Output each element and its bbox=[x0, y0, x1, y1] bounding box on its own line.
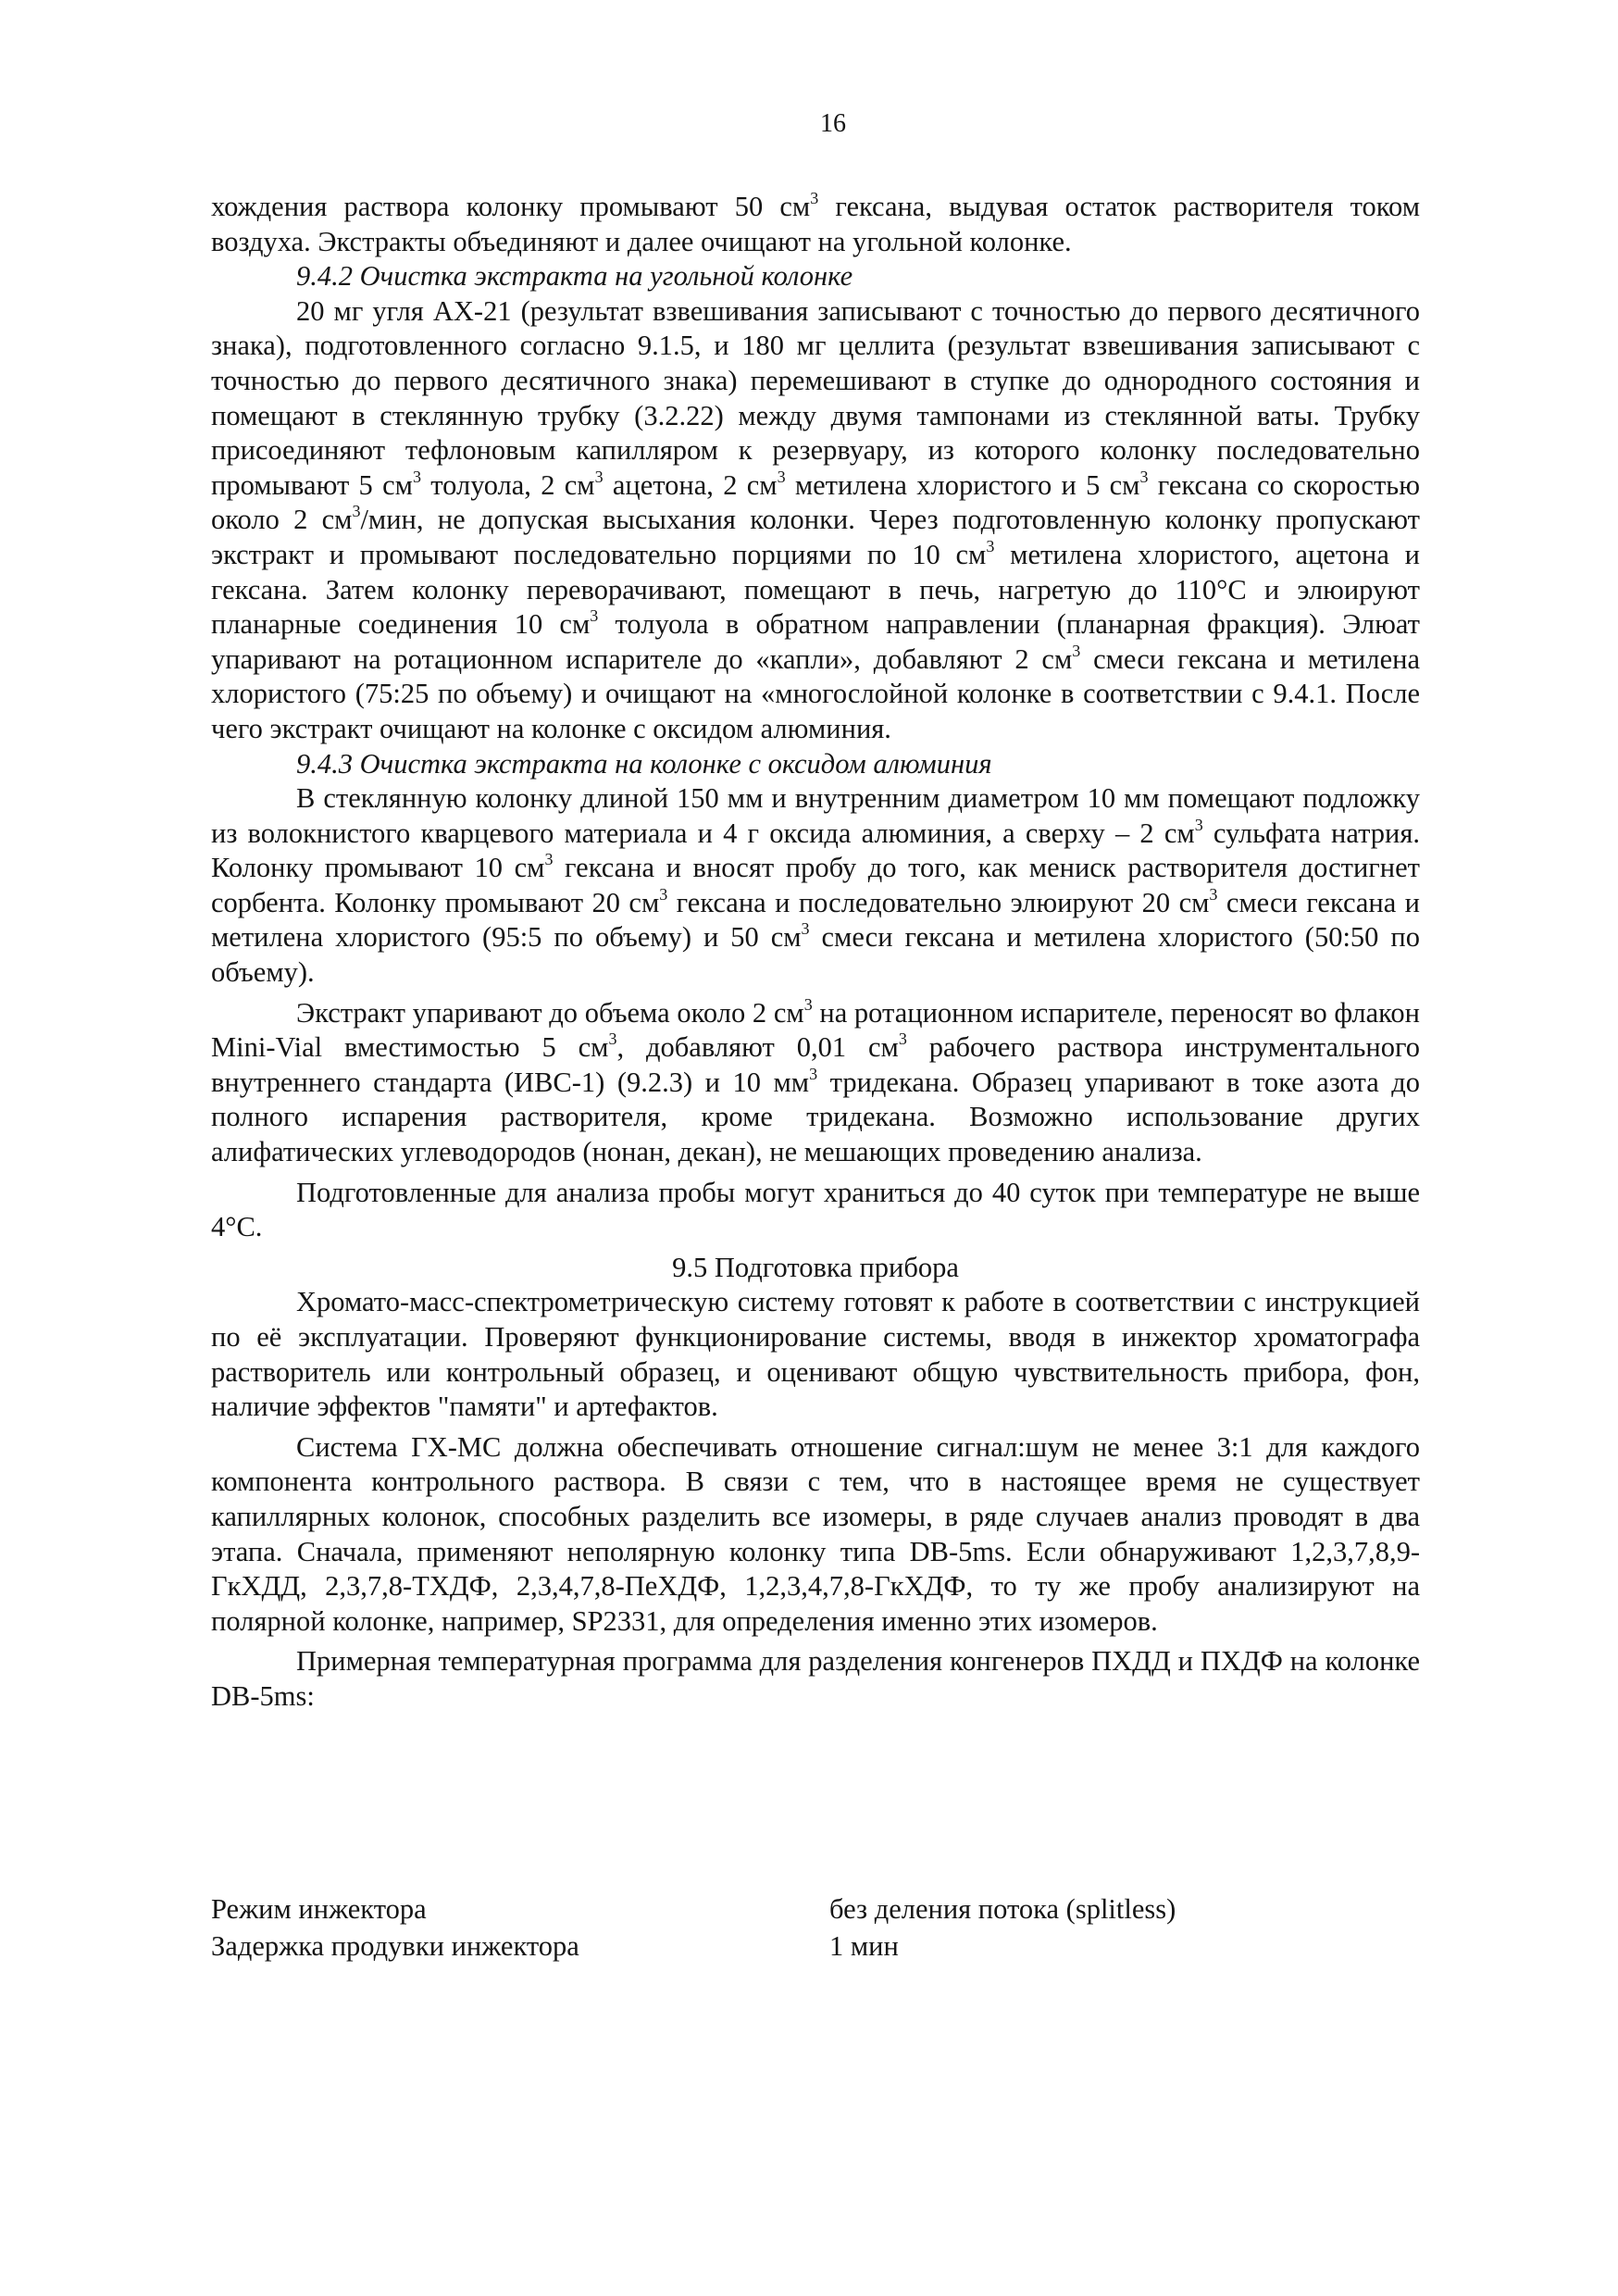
parameter-row bbox=[211, 1929, 1433, 1966]
paragraph: 20 мг угля АХ-21 (результат взвешивания записывают с точностью до первого десятичного знака), подготовленного согласно 9.1.5, и 180 мг целлита (результат взвешивания записывают с точностью до первого десятичного знака) перемешивают в ступке до однородного состояния и помещают в стеклянную трубку (3.2.22) между двумя тампонами из стеклянной ваты. Трубку присоединяют тефлоновым капилляром к резервуару, из которого колонку последовательно промывают 5 $см^3$ толуола, 2 $см^3$ ацетона, 2 $см^3$ метилена хлористого и 5 $см^3$ гексана со скоростью около 2 $см^3$/мин, не допуская высыхания колонки. Через подготовленную колонку пропускают экстракт и промывают последовательно порциями по 10 $см^3$ метилена хлористого, ацетона и гексана. Затем колонку переворачивают, помещают в печь, нагретую до 110°С и элюируют планарные соединения 10 $см^3$ толуола в обратном направлении (планарная фракция). Элюат упаривают на ротационном испарителе до «капли», добавляют 2 $см^3$ смеси гексана и метилена хлористого (75:25 по объему) и очищают на «многослойной колонке в соответствии с 9.4.1. После чего экстракт очищают на колонке с оксидом алюминия. bbox=[211, 294, 1420, 744]
section-heading-9-4-2: 9.4.2 Очистка экстракта на угольной колонке bbox=[296, 260, 853, 293]
paragraph: Примерная температурная программа для разделения конгенеров ПХДД и ПХДФ на колонке DB-5ms: bbox=[211, 1645, 1420, 1712]
document-body bbox=[211, 190, 1420, 1715]
paragraph: В стеклянную колонку длиной 150 мм и внутренним диаметром 10 мм помещают подложку из волокнистого кварцевого материала и 4 г оксида алюминия, а сверху – 2 $см^3$ сульфата натрия. Колонку промывают 10 $см^3$ гексана и вносят пробу до того, как мениск растворителя достигнет сорбента. Колонку промывают 20 $см^3$ гексана и последовательно элюируют 20 $см^3$ смеси гексана и метилена хлористого (95:5 по объему) и 50 $см^3$ смеси гексана и метилена хлористого (50:50 по объему). bbox=[211, 782, 1420, 989]
parameters-list bbox=[211, 1892, 1433, 1966]
paragraph: хождения раствора колонку промывают 50 $см^3$ гексана, выдувая остаток растворителя током воздуха. Экстракты объединяют и далее очищают на угольной колонке. bbox=[211, 189, 1420, 257]
section-heading-9-5: 9.5 Подготовка прибора bbox=[672, 1251, 959, 1283]
paragraph: Экстракт упаривают до объема около 2 $см^3$ на ротационном испарителе, переносят во флакон Mini-Vial вместимостью 5 $см^3$, добавляют 0,01 $см^3$ рабочего раствора инструментального внутреннего стандарта (ИВС-1) (9.2.3) и 10 $мм^3$ тридекана. Образец упаривают в токе азота до полного испарения растворителя, кроме тридекана. Возможно использование других алифатических углеводородов (нонан, декан), не мешающих проведению анализа. bbox=[211, 994, 1421, 1168]
page-number: 16 bbox=[820, 109, 846, 138]
parameter-value: без деления потока (splitless) bbox=[829, 1893, 1176, 1925]
paragraph: Хромато-масс-спектрометрическую систему готовят к работе в соответствии с инструкцией по её эксплуатации. Проверяют функционирование системы, вводя в инжектор хроматографа растворитель или контрольный образец, и оценивают общую чувствительность прибора, фон, наличие эффектов "памяти" и артефактов. bbox=[211, 1286, 1420, 1423]
section-heading-9-4-3: 9.4.3 Очистка экстракта на колонке с оксидом алюминия bbox=[296, 747, 992, 780]
parameter-row bbox=[211, 1892, 1433, 1929]
parameter-value: 1 мин bbox=[829, 1930, 899, 1962]
paragraph: Подготовленные для анализа пробы могут храниться до 40 суток при температуре не выше 4°С. bbox=[211, 1176, 1420, 1243]
parameter-label: Режим инжектора bbox=[211, 1893, 427, 1925]
paragraph: Система ГХ-МС должна обеспечивать отношение сигнал:шум не менее 3:1 для каждого компонента контрольного раствора. В связи с тем, что в настоящее время не существует капиллярных колонок, способных разделить все изомеры, в ряде случаев анализ проводят в два этапа. Сначала, применяют неполярную колонку типа DB-5ms. Если обнаруживают 1,2,3,7,8,9-ГкХДД, 2,3,7,8-ТХДФ, 2,3,4,7,8-ПеХДФ, 1,2,3,4,7,8-ГкХДФ, то ту же пробу анализируют на полярной колонке, например, SP2331, для определения именно этих изомеров. bbox=[211, 1430, 1420, 1637]
parameter-label: Задержка продувки инжектора bbox=[211, 1930, 579, 1962]
